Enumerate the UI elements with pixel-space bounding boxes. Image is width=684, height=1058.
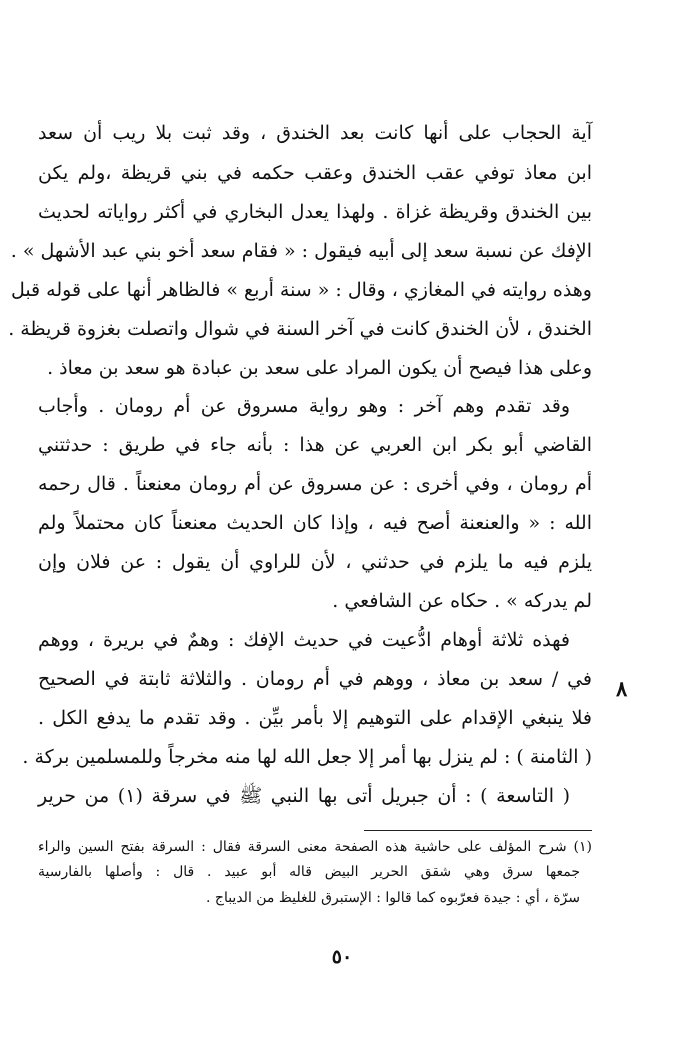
margin-folio-mark: ٨ [616,676,628,701]
text-line: القاضي أبو بكر ابن العربي عن هذا : بأنه جاء في طريق : حدثتني [38,434,592,456]
text-line: الخندق ، لأن الخندق كانت في آخر السنة في شوال واتصلت بغزوة قريظة . [8,318,592,340]
page-number: ٥٠ [331,946,353,968]
text-line: يلزم فيه ما يلزم في حدثني ، لأن للراوي أن يقول : عن فلان وإن [38,551,592,573]
text-line: في / سعد بن معاذ ، ووهم في أم رومان . والثلاثة ثابتة في الصحيح [38,668,592,690]
footnote-line: جمعها سرق وهي شقق الحرير البيض قاله أبو عبيد . قال : وأصلها بالفارسية [38,864,580,880]
footnote-line: سرّة ، أي : جيدة فعرّبوه كما قالوا : الإستبرق للغليظ من الديباج . [206,890,580,906]
text-line: فلا ينبغي الإقدام على التوهيم إلا بأمر بيِّن . وقد تقدم ما يدفع الكل . [38,707,592,729]
text-line: ابن معاذ توفي عقب الخندق وعقب حكمه في بني قريظة ،ولم يكن [38,162,592,184]
text-line: فهذه ثلاثة أوهام ادُّعيت في حديث الإفك : وهمٌ في بريرة ، ووهم [38,629,570,651]
text-line: آية الحجاب على أنها كانت بعد الخندق ، وقد ثبت بلا ريب أن سعد [38,122,592,144]
text-line: الإفك عن نسبة سعد إلى أبيه فيقول : « فقام سعد أخو بني عبد الأشهل » . [10,240,592,262]
text-line: وعلى هذا فيصح أن يكون المراد على سعد بن عبادة هو سعد بن معاذ . [47,357,592,379]
text-line: بين الخندق وقريظة غزاة . ولهذا يعدل البخاري في أكثر رواياته لحديث [38,201,592,223]
text-line: ( التاسعة ) : أن جبريل أتى بها النبي ﷺ في سرقة (١) من حرير [38,785,570,807]
text-line: ( الثامنة ) : لم ينزل بها أمر إلا جعل الله لها منه مخرجاً وللمسلمين بركة . [22,746,592,768]
text-line: لم يدركه » . حكاه عن الشافعي . [332,590,592,612]
text-line: وقد تقدم وهم آخر : وهو رواية مسروق عن أم رومان . وأجاب [38,395,570,417]
text-line: الله : « والعنعنة أصح فيه ، وإذا كان الحديث معنعناً كان محتملاً ولم [38,512,592,534]
text-line: وهذه روايته في المغازي ، وقال : « سنة أربع » فالظاهر أنها على قوله قبل [10,279,592,301]
text-line: أم رومان ، وفي أخرى : عن مسروق عن أم رومان معنعناً . قال رحمه [38,473,592,495]
footnote-line: (١) شرح المؤلف على حاشية هذه الصفحة معنى السرقة فقال : السرقة بفتح السين والراء [38,839,592,855]
footnotes [8,0,592,930]
